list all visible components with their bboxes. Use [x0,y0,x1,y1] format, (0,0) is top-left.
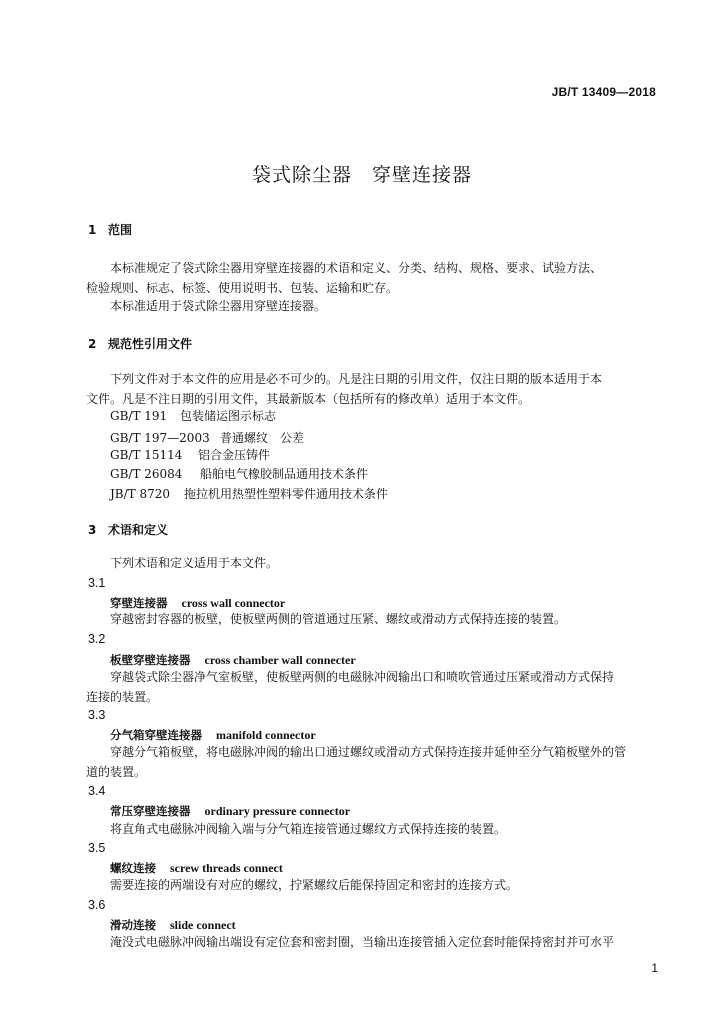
term-title: 常压穿壁连接器 ordinary pressure connector [110,804,351,818]
term-definition: 淹没式电磁脉冲阀输出端设有定位套和密封圈，当输出连接管插入定位套时能保持密封并可水平 [110,935,615,949]
scope-paragraph-2: 本标准适用于袋式除尘器用穿壁连接器。 [110,299,327,313]
term-title: 板壁穿壁连接器 cross chamber wall connecter [110,653,356,667]
term-definition: 穿越袋式除尘器净气室板壁，使板壁两侧的电磁脉冲阀输出口和喷吹管通过压紧或滑动方式保持 连接的装置。 [86,670,615,704]
term-number: 3.5 [88,841,106,855]
term-number: 3.3 [88,708,106,722]
term-title: 滑动连接 slide connect [110,918,236,932]
term-number: 3.2 [88,632,106,646]
reference-item: GB/T 191 包装储运图示标志 [110,409,277,423]
term-number: 3.4 [88,784,106,798]
term-title: 螺纹连接 screw threads connect [110,861,283,875]
term-number: 3.6 [88,898,106,912]
terms-intro: 下列术语和定义适用于本文件。 [110,556,279,570]
page-number: 1 [651,961,658,975]
term-definition: 穿越分气箱板壁，将电磁脉冲阀的输出口通过螺纹或滑动方式保持连接并延伸至分气箱板壁外的管 道的装置。 [86,745,627,779]
references-paragraph: 下列文件对于本文件的应用是必不可少的。凡是注日期的引用文件，仅注日期的版本适用于本 文件。凡是不注日期的引用文件，其最新版本（包括所有的修改单）适用于本文件。 [86,372,603,406]
section-heading-normative-references: 2 规范性引用文件 [88,337,193,351]
reference-item: GB/T 26084 船舶电气橡胶制品通用技术条件 [110,467,369,481]
standard-number: JB/T 13409—2018 [551,85,656,99]
term-definition: 将直角式电磁脉冲阀输入端与分气箱连接管通过螺纹方式保持连接的装置。 [110,822,507,836]
scope-paragraph-1: 本标准规定了袋式除尘器用穿壁连接器的术语和定义、分类、结构、规格、要求、试验方法、 检验规则、标志、标签、使用说明书、包装、运输和贮存。 [86,261,603,295]
reference-item: GB/T 15114 铝合金压铸件 [110,448,271,462]
document-title: 袋式除尘器 穿壁连接器 [251,164,472,186]
term-definition: 穿越密封容器的板壁，使板壁两侧的管道通过压紧、螺纹或滑动方式保持连接的装置。 [110,612,567,626]
term-title: 穿壁连接器 cross wall connector [110,596,286,610]
section-heading-terms-definitions: 3 术语和定义 [88,523,169,537]
term-definition: 需要连接的两端设有对应的螺纹，拧紧螺纹后能保持固定和密封的连接方式。 [110,878,519,892]
reference-item: GB/T 197—2003 普通螺纹 公差 [110,431,305,445]
term-title: 分气箱穿壁连接器 manifold connector [110,728,316,742]
reference-item: JB/T 8720 拖拉机用热塑性塑料零件通用技术条件 [110,487,389,501]
section-heading-scope: 1 范围 [88,223,133,237]
term-number: 3.1 [88,576,106,590]
